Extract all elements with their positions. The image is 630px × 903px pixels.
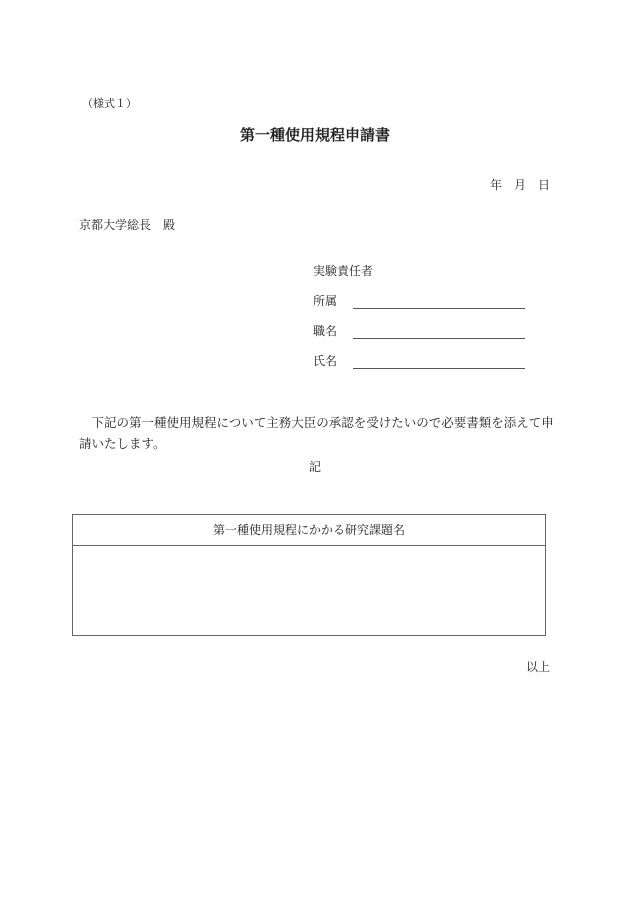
position-field: [313, 322, 525, 339]
affiliation-field: [313, 292, 525, 309]
responsible-person-heading: 実験責任者: [313, 264, 374, 278]
research-title-cell[interactable]: [73, 546, 545, 635]
name-label: 氏名: [313, 354, 338, 368]
body-paragraph: 下記の第一種使用規程について主務大臣の承認を受けたいので必要書類を添えて申請いたします。: [79, 415, 554, 451]
page-title: 第一種使用規程申請書: [239, 126, 390, 144]
affiliation-input-line[interactable]: [353, 296, 525, 309]
date-line: 年 月 日: [489, 178, 550, 192]
closing-text: 以上: [525, 660, 550, 674]
addressee: 京都大学総長 殿: [79, 218, 176, 232]
research-title-header: 第一種使用規程にかかる研究課題名: [73, 515, 545, 546]
ki-heading: 記: [308, 460, 321, 474]
name-input-line[interactable]: [353, 356, 525, 369]
name-field: [313, 352, 525, 369]
research-title-table: [72, 514, 546, 636]
position-label: 職名: [313, 324, 338, 338]
affiliation-label: 所属: [313, 294, 338, 308]
position-input-line[interactable]: [353, 326, 525, 339]
form-number: （様式１）: [82, 97, 137, 110]
